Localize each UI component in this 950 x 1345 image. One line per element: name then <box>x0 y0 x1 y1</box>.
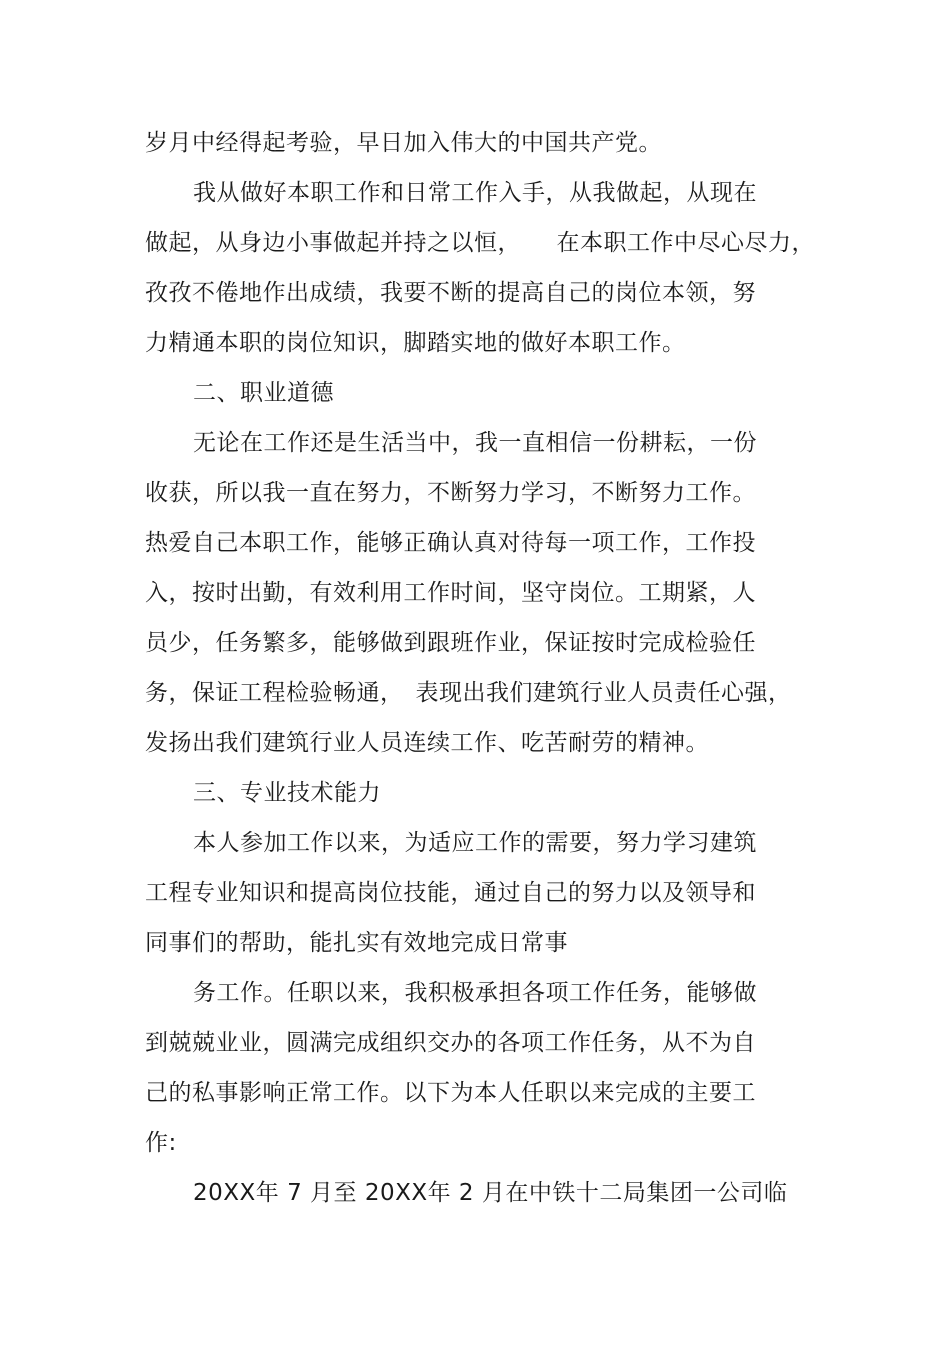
text-line: 入，按时出勤，有效利用工作时间，坚守岗位。工期紧，人 <box>145 580 756 606</box>
text-line: 岁月中经得起考验，早日加入伟大的中国共产党。 <box>145 130 662 156</box>
text-line: 做起，从身边小事做起并持之以恒， 在本职工作中尽心尽力， <box>145 230 815 256</box>
text-line: 务，保证工程检验畅通， 表现出我们建筑行业人员责任心强， <box>145 680 792 706</box>
text-line: 己的私事影响正常工作。以下为本人任职以来完成的主要工 <box>145 1080 756 1106</box>
text-line: 收获，所以我一直在努力，不断努力学习，不断努力工作。 <box>145 480 756 506</box>
text-line: 热爱自己本职工作，能够正确认真对待每一项工作，工作投 <box>145 530 756 556</box>
text-line: 务工作。任职以来，我积极承担各项工作任务，能够做 <box>193 980 757 1006</box>
text-line: 本人参加工作以来，为适应工作的需要，努力学习建筑 <box>193 830 757 856</box>
section-heading: 三、专业技术能力 <box>193 780 381 806</box>
text-line: 孜孜不倦地作出成绩，我要不断的提高自己的岗位本领，努 <box>145 280 756 306</box>
text-line: 员少，任务繁多，能够做到跟班作业，保证按时完成检验任 <box>145 630 756 656</box>
text-line: 同事们的帮助，能扎实有效地完成日常事 <box>145 930 568 956</box>
text-line: 无论在工作还是生活当中，我一直相信一份耕耘，一份 <box>193 430 757 456</box>
text-line: 到兢兢业业，圆满完成组织交办的各项工作任务，从不为自 <box>145 1030 756 1056</box>
text-line: 工程专业知识和提高岗位技能，通过自己的努力以及领导和 <box>145 880 756 906</box>
text-line: 20XX年 7 月至 20XX年 2 月在中铁十二局集团一公司临 <box>193 1180 788 1206</box>
section-heading: 二、职业道德 <box>193 380 334 406</box>
text-line: 发扬出我们建筑行业人员连续工作、吃苦耐劳的精神。 <box>145 730 709 756</box>
text-line: 力精通本职的岗位知识，脚踏实地的做好本职工作。 <box>145 330 686 356</box>
text-line: 我从做好本职工作和日常工作入手，从我做起，从现在 <box>193 180 757 206</box>
text-line: 作: <box>145 1130 177 1156</box>
